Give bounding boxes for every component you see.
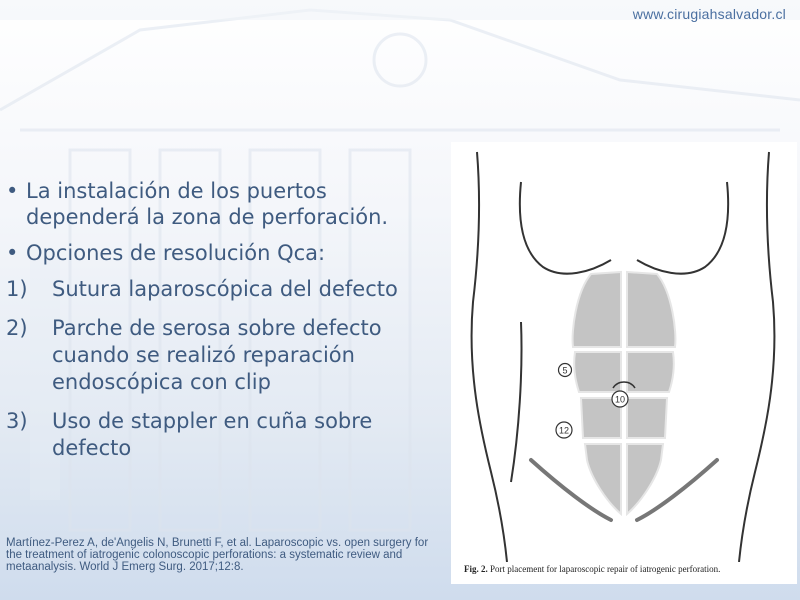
port-label: 10 xyxy=(614,394,626,405)
abdomen-port-diagram xyxy=(451,142,797,562)
bullet-item xyxy=(6,240,446,266)
numbered-item xyxy=(6,315,446,396)
bullet-icon: • xyxy=(6,241,19,265)
bullet-text: Opciones de resolución Qca: xyxy=(26,241,326,265)
port-label: 12 xyxy=(558,425,570,436)
item-number: 2) xyxy=(6,316,28,340)
caption-text: Port placement for laparoscopic repair of iatrogenic perforation. xyxy=(490,564,721,574)
torso-left-outline xyxy=(472,152,507,562)
bullet-icon: • xyxy=(6,179,19,203)
bullet-item xyxy=(6,178,446,230)
item-text: Sutura laparoscópica del defecto xyxy=(52,277,398,301)
slide-content xyxy=(6,178,446,474)
item-text: Parche de serosa sobre defecto cuando se realizó reparación endoscópica con clip xyxy=(52,316,382,394)
port-marker xyxy=(559,364,572,377)
port-marker xyxy=(556,422,572,438)
figure-panel xyxy=(451,142,797,584)
numbered-item xyxy=(6,408,446,462)
item-text: Uso de stappler en cuña sobre defecto xyxy=(52,409,373,460)
bullet-text: La instalación de los puertos dependerá la zona de perforación. xyxy=(26,179,389,229)
port-marker xyxy=(612,391,628,407)
reference-citation: Martínez-Perez A, de'Angelis N, Brunetti F, et al. Laparoscopic vs. open surgery for the treatment of iatrogenic colonoscopic perforations: a systematic review and metaanalysis. World J Emerg Surg. 2017;12:8. xyxy=(6,537,429,573)
caption-label: Fig. 2. xyxy=(464,564,488,574)
port-label: 5 xyxy=(562,365,568,376)
right-breast-line xyxy=(637,182,728,274)
torso-right-outline xyxy=(739,152,774,562)
left-waist-line xyxy=(511,322,522,482)
website-url: www.cirugiahsalvador.cl xyxy=(632,6,786,22)
item-number: 3) xyxy=(6,409,28,433)
numbered-item xyxy=(6,276,446,303)
left-breast-line xyxy=(520,182,611,274)
figure-caption xyxy=(464,564,720,574)
item-number: 1) xyxy=(6,277,28,301)
